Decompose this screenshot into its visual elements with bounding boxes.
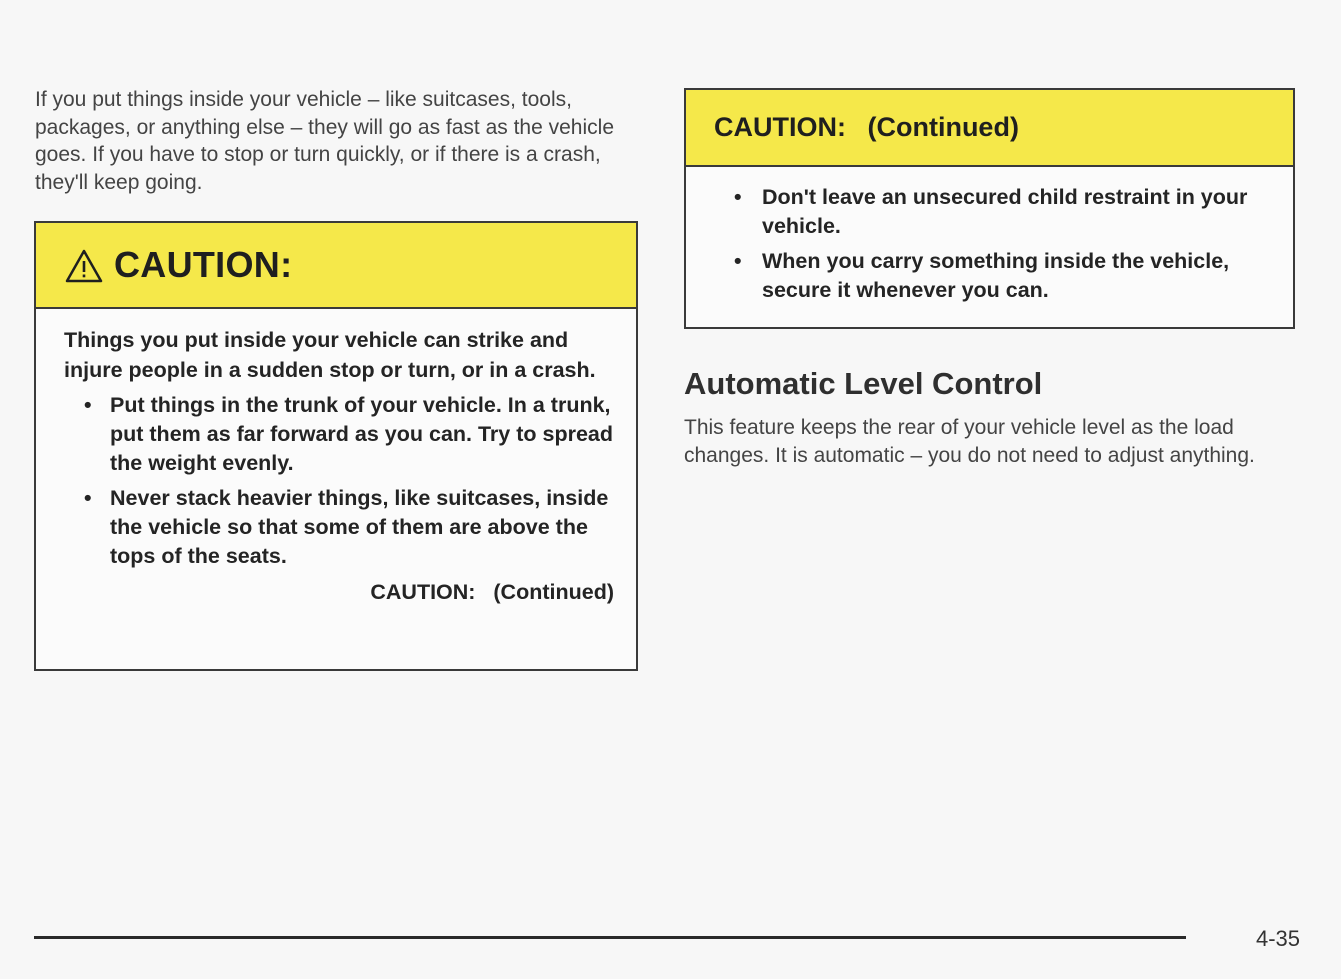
bullet-item <box>686 183 1265 241</box>
page-number: 4-35 <box>1255 926 1300 951</box>
caution-box-continued <box>684 88 1295 329</box>
section-heading: Automatic Level Control <box>684 366 1043 401</box>
bullet-dot: • <box>734 185 742 209</box>
bullet-text: Put things in the trunk of your vehicle. In a trunk, put them as far forward as you can. Try to spread the weight evenly. <box>110 393 613 475</box>
intro-paragraph: If you put things inside your vehicle – like suitcases, tools, packages, or anything else – they will go as fast as the vehicle goes. If you have to stop or turn quickly, or if there is a crash, they'll keep going. <box>35 88 614 194</box>
footer-divider <box>34 936 1186 939</box>
caution-header <box>686 90 1293 167</box>
warning-triangle-icon <box>64 248 104 284</box>
bullet-item <box>64 391 614 478</box>
bullet-item <box>686 247 1265 305</box>
caution-continued-note: CAUTION: (Continued) <box>370 580 614 604</box>
bullet-text: When you carry something inside the vehicle, secure it whenever you can. <box>762 249 1230 302</box>
caution-box-trunk <box>34 221 638 671</box>
caution-title: CAUTION: (Continued) <box>714 112 1019 142</box>
caution-header <box>36 223 636 309</box>
caution-bullet-list <box>64 391 614 571</box>
caution-lead-text: Things you put inside your vehicle can strike and injure people in a sudden stop or turn, or in a crash. <box>64 328 596 382</box>
caution-body <box>36 309 636 607</box>
caution-title: CAUTION: <box>114 244 293 285</box>
caution-body <box>686 167 1293 305</box>
bullet-dot: • <box>734 249 742 273</box>
bullet-text: Never stack heavier things, like suitcases, inside the vehicle so that some of them are above the tops of the seats. <box>110 486 609 568</box>
caution-bullet-list <box>686 183 1265 305</box>
bullet-dot: • <box>84 486 92 510</box>
section-paragraph: This feature keeps the rear of your vehicle level as the load changes. It is automatic – you do not need to adjust anything. <box>684 416 1255 467</box>
bullet-item <box>64 484 614 571</box>
bullet-text: Don't leave an unsecured child restraint in your vehicle. <box>762 185 1248 238</box>
bullet-dot: • <box>84 393 92 417</box>
